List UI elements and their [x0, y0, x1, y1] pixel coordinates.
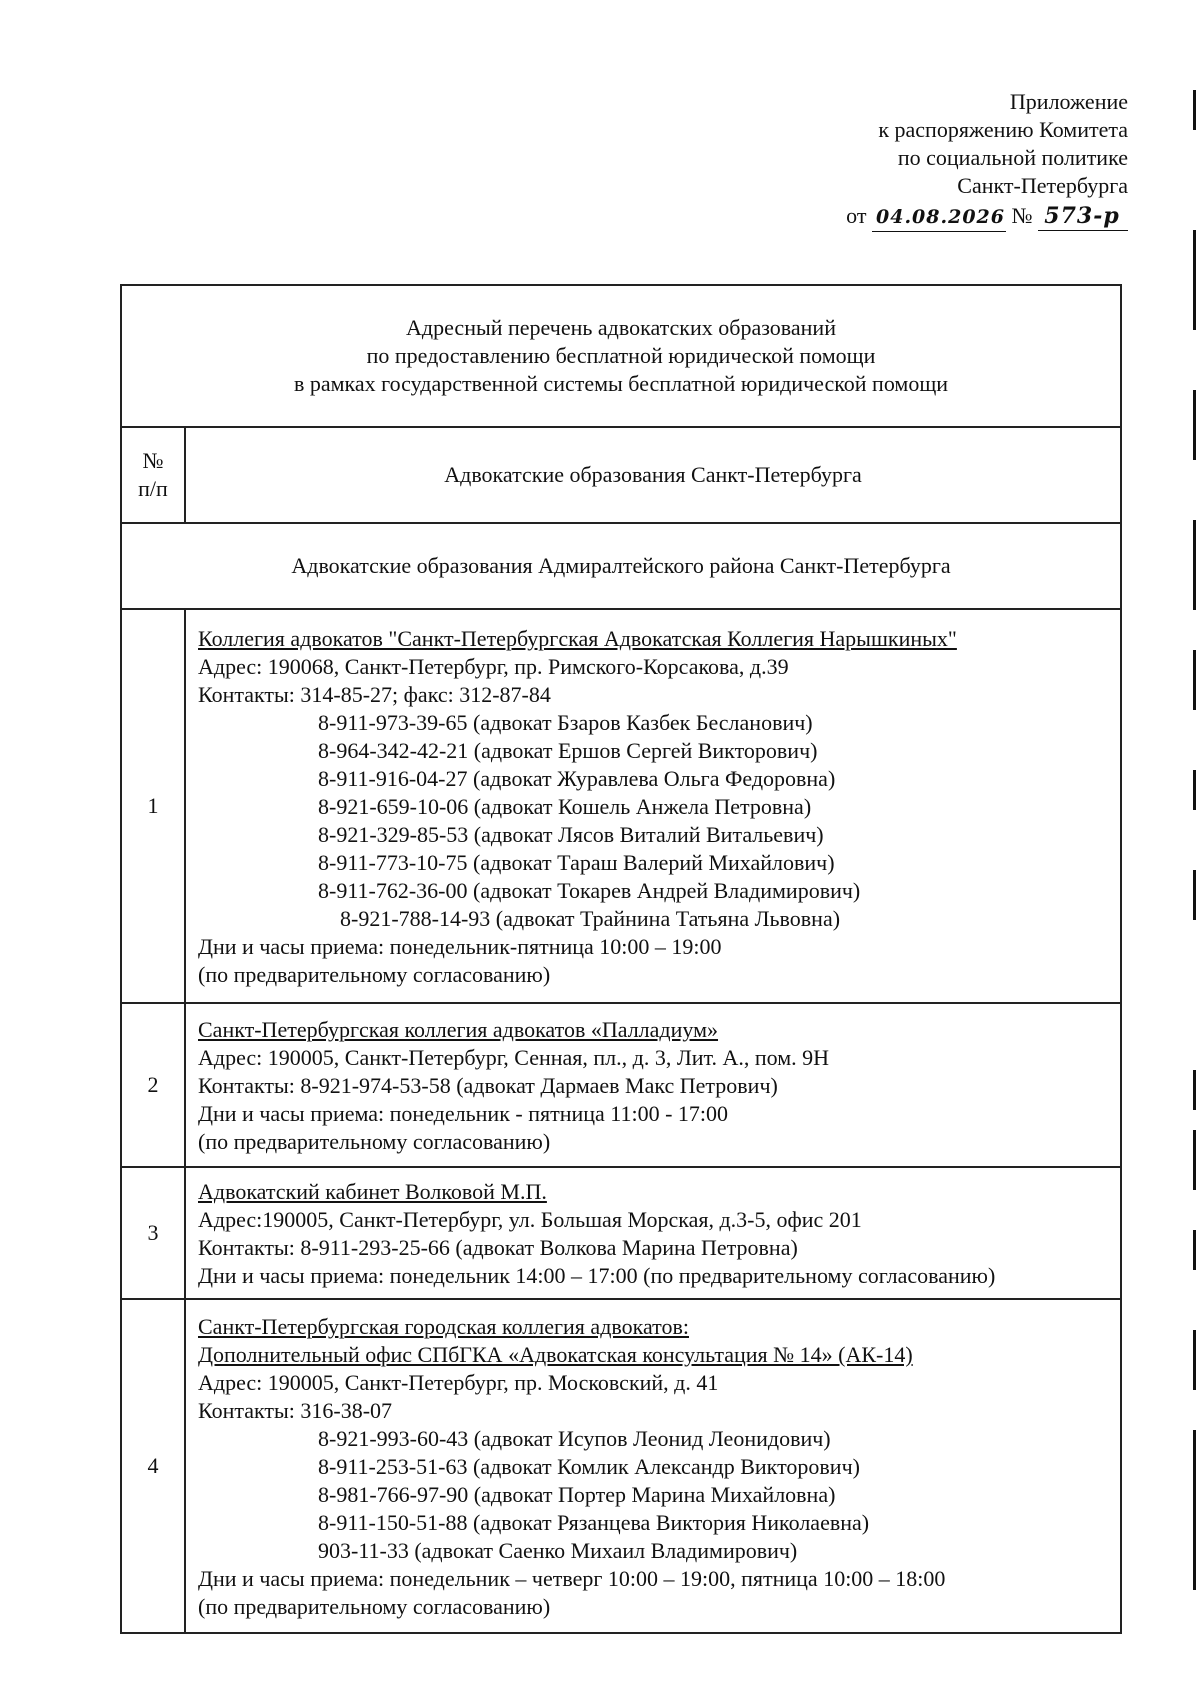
reception-note: (по предварительному согласованию): [198, 962, 551, 987]
organization-contacts: Контакты: 8-911-293-25-66 (адвокат Волкова Марина Петровна): [198, 1235, 798, 1260]
lawyer-phone: 8-911-253-51-63 (адвокат Комлик Александр Викторович): [318, 1454, 860, 1479]
appendix-line: по социальной политике: [897, 145, 1128, 170]
table-title: [121, 285, 1121, 427]
organization-address: Адрес: 190005, Санкт-Петербург, Сенная, пл., д. 3, Лит. А., пом. 9Н: [198, 1045, 830, 1070]
lawyer-phone: 8-911-973-39-65 (адвокат Бзаров Казбек Бесланович): [318, 710, 813, 735]
lawyer-phone: 8-911-150-51-88 (адвокат Рязанцева Виктория Николаевна): [318, 1510, 870, 1535]
table-row: [121, 1167, 1121, 1299]
scan-edge-marks: [1188, 90, 1200, 1650]
appendix-header: [846, 88, 1128, 232]
lawyer-phone: 8-981-766-97-90 (адвокат Портер Марина Михайловна): [318, 1482, 836, 1507]
appendix-line: Санкт-Петербурга: [957, 173, 1128, 198]
organization-name: Санкт-Петербургская городская коллегия адвокатов:: [198, 1314, 689, 1339]
handwritten-date: 04.08.2026: [872, 203, 1006, 232]
lawyer-phone: 8-921-788-14-93 (адвокат Трайнина Татьяна Львовна): [340, 906, 841, 931]
column-header-organizations: Адвокатские образования Санкт-Петербурга: [185, 427, 1121, 523]
organization-contacts: Контакты: 8-921-974-53-58 (адвокат Дармаев Макс Петрович): [198, 1073, 778, 1098]
organization-contacts: Контакты: 316-38-07: [198, 1398, 393, 1423]
organization-address: Адрес: 190005, Санкт-Петербург, пр. Московский, д. 41: [198, 1370, 719, 1395]
handwritten-number: 573-р: [1038, 202, 1128, 231]
reception-hours: Дни и часы приема: понедельник-пятница 10:00 – 19:00: [198, 934, 722, 959]
organization-subdivision: Дополнительный офис СПбГКА «Адвокатская консультация № 14» (АК-14): [198, 1342, 913, 1367]
lawyer-phone: 8-911-773-10-75 (адвокат Тараш Валерий Михайлович): [318, 850, 835, 875]
number-label: №: [1011, 203, 1033, 228]
order-date-number: [846, 202, 1128, 232]
organization-name: Санкт-Петербургская коллегия адвокатов «Палладиум»: [198, 1017, 719, 1042]
lawyer-phone: 8-964-342-42-21 (адвокат Ершов Сергей Викторович): [318, 738, 818, 763]
lawyer-phone: 8-921-329-85-53 (адвокат Лясов Виталий Витальевич): [318, 822, 824, 847]
title-line: Адресный перечень адвокатских образований: [406, 315, 836, 340]
row-content: [185, 1299, 1121, 1633]
row-content: [185, 1167, 1121, 1299]
row-content: [185, 609, 1121, 1003]
advocates-table: [120, 284, 1122, 1634]
reception-hours: Дни и часы приема: понедельник 14:00 – 17:00 (по предварительному согласованию): [198, 1263, 996, 1288]
organization-address: Адрес: 190068, Санкт-Петербург, пр. Римского-Корсакова, д.39: [198, 654, 789, 679]
row-number: 1: [121, 609, 185, 1003]
lawyer-phone: 8-911-762-36-00 (адвокат Токарев Андрей Владимирович): [318, 878, 861, 903]
lawyer-phone: 903-11-33 (адвокат Саенко Михаил Владимирович): [318, 1538, 798, 1563]
organization-name: Коллегия адвокатов "Санкт-Петербургская Адвокатская Коллегия Нарышкиных": [198, 626, 957, 651]
lawyer-phone: 8-911-916-04-27 (адвокат Журавлева Ольга Федоровна): [318, 766, 836, 791]
appendix-line: Приложение: [1009, 89, 1128, 114]
reception-note: (по предварительному согласованию): [198, 1129, 551, 1154]
lawyer-phone: 8-921-993-60-43 (адвокат Исупов Леонид Леонидович): [318, 1426, 831, 1451]
column-header-number: № п/п: [121, 427, 185, 523]
row-number: 2: [121, 1003, 185, 1167]
title-line: по предоставлению бесплатной юридической помощи: [366, 343, 876, 368]
table-row: [121, 609, 1121, 1003]
appendix-line: к распоряжению Комитета: [878, 117, 1128, 142]
organization-contacts: Контакты: 314-85-27; факс: 312-87-84: [198, 682, 551, 707]
table-row: [121, 1299, 1121, 1633]
reception-note: (по предварительному согласованию): [198, 1594, 551, 1619]
lawyer-phone: 8-921-659-10-06 (адвокат Кошель Анжела Петровна): [318, 794, 812, 819]
from-label: от: [846, 203, 867, 228]
row-number: 3: [121, 1167, 185, 1299]
table-row: [121, 1003, 1121, 1167]
row-number: 4: [121, 1299, 185, 1633]
title-line: в рамках государственной системы бесплатной юридической помощи: [293, 371, 949, 396]
reception-hours: Дни и часы приема: понедельник – четверг 10:00 – 19:00, пятница 10:00 – 18:00: [198, 1566, 946, 1591]
reception-hours: Дни и часы приема: понедельник - пятница 11:00 - 17:00: [198, 1101, 729, 1126]
row-content: [185, 1003, 1121, 1167]
organization-address: Адрес:190005, Санкт-Петербург, ул. Большая Морская, д.3-5, офис 201: [198, 1207, 862, 1232]
organization-name: Адвокатский кабинет Волковой М.П.: [198, 1179, 547, 1204]
district-heading: Адвокатские образования Адмиралтейского района Санкт-Петербурга: [121, 523, 1121, 609]
